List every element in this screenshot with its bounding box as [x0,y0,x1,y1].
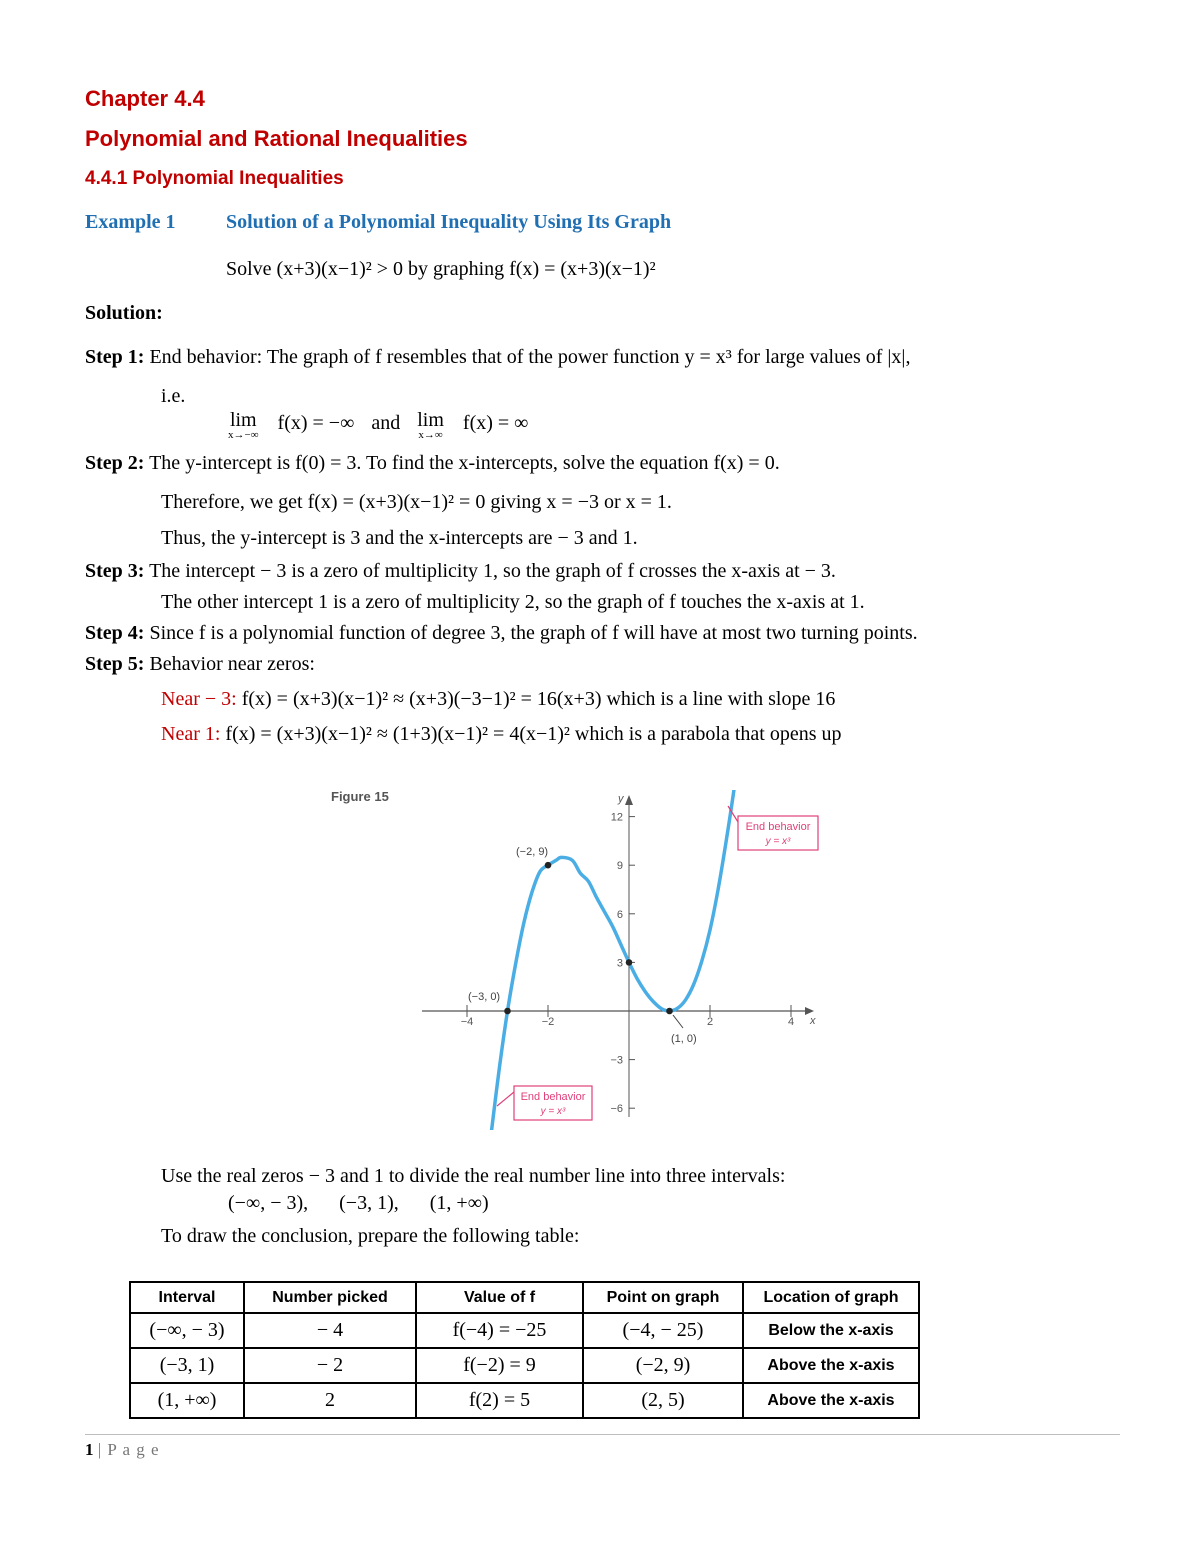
table-cell-value: f(2) = 5 [416,1383,583,1418]
y-tick-label: 6 [616,908,623,921]
example-title: Solution of a Polynomial Inequality Using Its Graph [226,211,672,233]
near-minus-3-text: f(x) = (x+3)(x−1)² ≈ (x+3)(−3−1)² = 16(x+3) which is a line with slope 16 [241,688,836,710]
conclusion-line-1: Use the real zeros − 3 and 1 to divide the real number line into three intervals: [161,1165,786,1187]
step-1-text: End behavior: The graph of f resembles that of the power function y = x³ for large values of |x|, [149,346,911,368]
label-left-intercept: (−3, 0) [468,991,501,1003]
chapter-heading: Chapter 4.4 [85,86,205,111]
callout-top-right-equation: y = x³ [765,836,791,847]
step-5-text: Behavior near zeros: [149,653,315,675]
y-tick-label: −3 [610,1054,623,1067]
x-tick-label: 2 [706,1016,714,1028]
section-heading: 4.4.1 Polynomial Inequalities [85,168,344,189]
step-4-text: Since f is a polynomial function of degree 3, the graph of f will have at most two turning points. [149,622,918,644]
step-3-label: Step 3: [85,560,145,582]
y-axis-arrow [625,795,633,805]
x-tick-label: −2 [541,1016,555,1028]
table-row [130,1313,919,1348]
interval-2: (−3, 1), [339,1192,399,1214]
example-label: Example 1 [85,211,176,233]
step-1-label: Step 1: [85,346,145,368]
table-cell-value: f(−4) = −25 [416,1313,583,1348]
data-point [626,959,633,966]
step-2-text: The y-intercept is f(0) = 3. To find the x-intercepts, solve the equation f(x) = 0. [149,452,780,474]
y-tick-label: 3 [616,957,623,970]
label-max-point: (−2, 9) [516,846,549,858]
sign-table [129,1281,920,1419]
x-tick-label: 4 [787,1016,795,1028]
limit-2-word: lim [417,409,444,431]
table-cell-point: (−2, 9) [583,1348,743,1383]
table-header: Location of graph [743,1282,919,1313]
near-minus-3-label: Near − 3: [161,688,237,710]
conclusion-line-2: To draw the conclusion, prepare the following table: [161,1225,580,1247]
near-1-text: f(x) = (x+3)(x−1)² ≈ (1+3)(x−1)² = 4(x−1)² which is a parabola that opens up [225,723,842,745]
step-3-text: The intercept − 3 is a zero of multiplicity 1, so the graph of f crosses the x-axis at − 3. [149,560,836,582]
table-cell-value: f(−2) = 9 [416,1348,583,1383]
table-cell-interval: (1, +∞) [130,1383,244,1418]
figure-label: Figure 15 [331,789,389,804]
table-cell-number: − 2 [244,1348,416,1383]
page-number: 1 [85,1440,94,1459]
label-right-intercept: (1, 0) [671,1033,697,1045]
data-point [666,1008,673,1015]
x-axis-arrow [805,1007,814,1015]
y-tick-label: −6 [610,1103,623,1116]
table-header: Number picked [244,1282,416,1313]
callout-top-right-title: End behavior [745,821,811,833]
x-axis-label: x [810,1015,816,1027]
table-cell-location: Below the x-axis [743,1313,919,1348]
interval-3: (1, +∞) [429,1192,489,1214]
callout-bottom-left-pointer [497,1092,514,1106]
table-header: Interval [130,1282,244,1313]
y-tick-label: 9 [616,860,623,873]
limit-1-word: lim [229,409,257,431]
table-row [130,1348,919,1383]
interval-1: (−∞, − 3), [228,1192,309,1214]
step-1-ie: i.e. [161,385,186,407]
y-tick-label: 12 [610,811,623,824]
step-3-line-2: The other intercept 1 is a zero of multiplicity 2, so the graph of f touches the x-axis at 1. [161,591,865,613]
footer-rule [85,1434,1120,1435]
step-2-label: Step 2: [85,452,145,474]
example-problem: Solve (x+3)(x−1)² > 0 by graphing f(x) = (x+3)(x−1)² [226,258,656,280]
table-cell-interval: (−∞, − 3) [130,1313,244,1348]
step-2-line-3: Thus, the y-intercept is 3 and the x-intercepts are − 3 and 1. [161,527,638,549]
limit-1-sub: x→−∞ [228,429,259,441]
label-right-leader [673,1015,683,1028]
table-cell-location: Above the x-axis [743,1348,919,1383]
table-row [130,1383,919,1418]
limit-1-rest: f(x) = −∞ [277,412,355,434]
solution-label: Solution: [85,302,163,324]
page-title: Polynomial and Rational Inequalities [85,126,468,151]
step-2-line-2: Therefore, we get f(x) = (x+3)(x−1)² = 0 giving x = −3 or x = 1. [161,491,672,513]
page-footer [85,1440,160,1460]
page-label: | P a g e [97,1440,160,1459]
table-header-row [130,1282,919,1313]
table-cell-location: Above the x-axis [743,1383,919,1418]
data-point [504,1008,511,1015]
limit-2-rest: f(x) = ∞ [462,412,529,434]
table-cell-point: (−4, − 25) [583,1313,743,1348]
step-5-label: Step 5: [85,653,145,675]
table-cell-number: 2 [244,1383,416,1418]
limit-2-sub: x→∞ [418,429,443,441]
limits-and: and [371,412,401,434]
table-cell-point: (2, 5) [583,1383,743,1418]
near-1-label: Near 1: [161,723,221,745]
data-point [545,862,552,869]
callout-bottom-left-title: End behavior [520,1091,586,1103]
callout-bottom-left-equation: y = x³ [540,1106,566,1117]
table-header: Value of f [416,1282,583,1313]
y-axis-label: y [618,793,624,805]
table-cell-number: − 4 [244,1313,416,1348]
table-cell-interval: (−3, 1) [130,1348,244,1383]
step-4-label: Step 4: [85,622,145,644]
table-header: Point on graph [583,1282,743,1313]
intervals-line [228,1191,489,1215]
x-tick-label: −4 [460,1016,474,1028]
